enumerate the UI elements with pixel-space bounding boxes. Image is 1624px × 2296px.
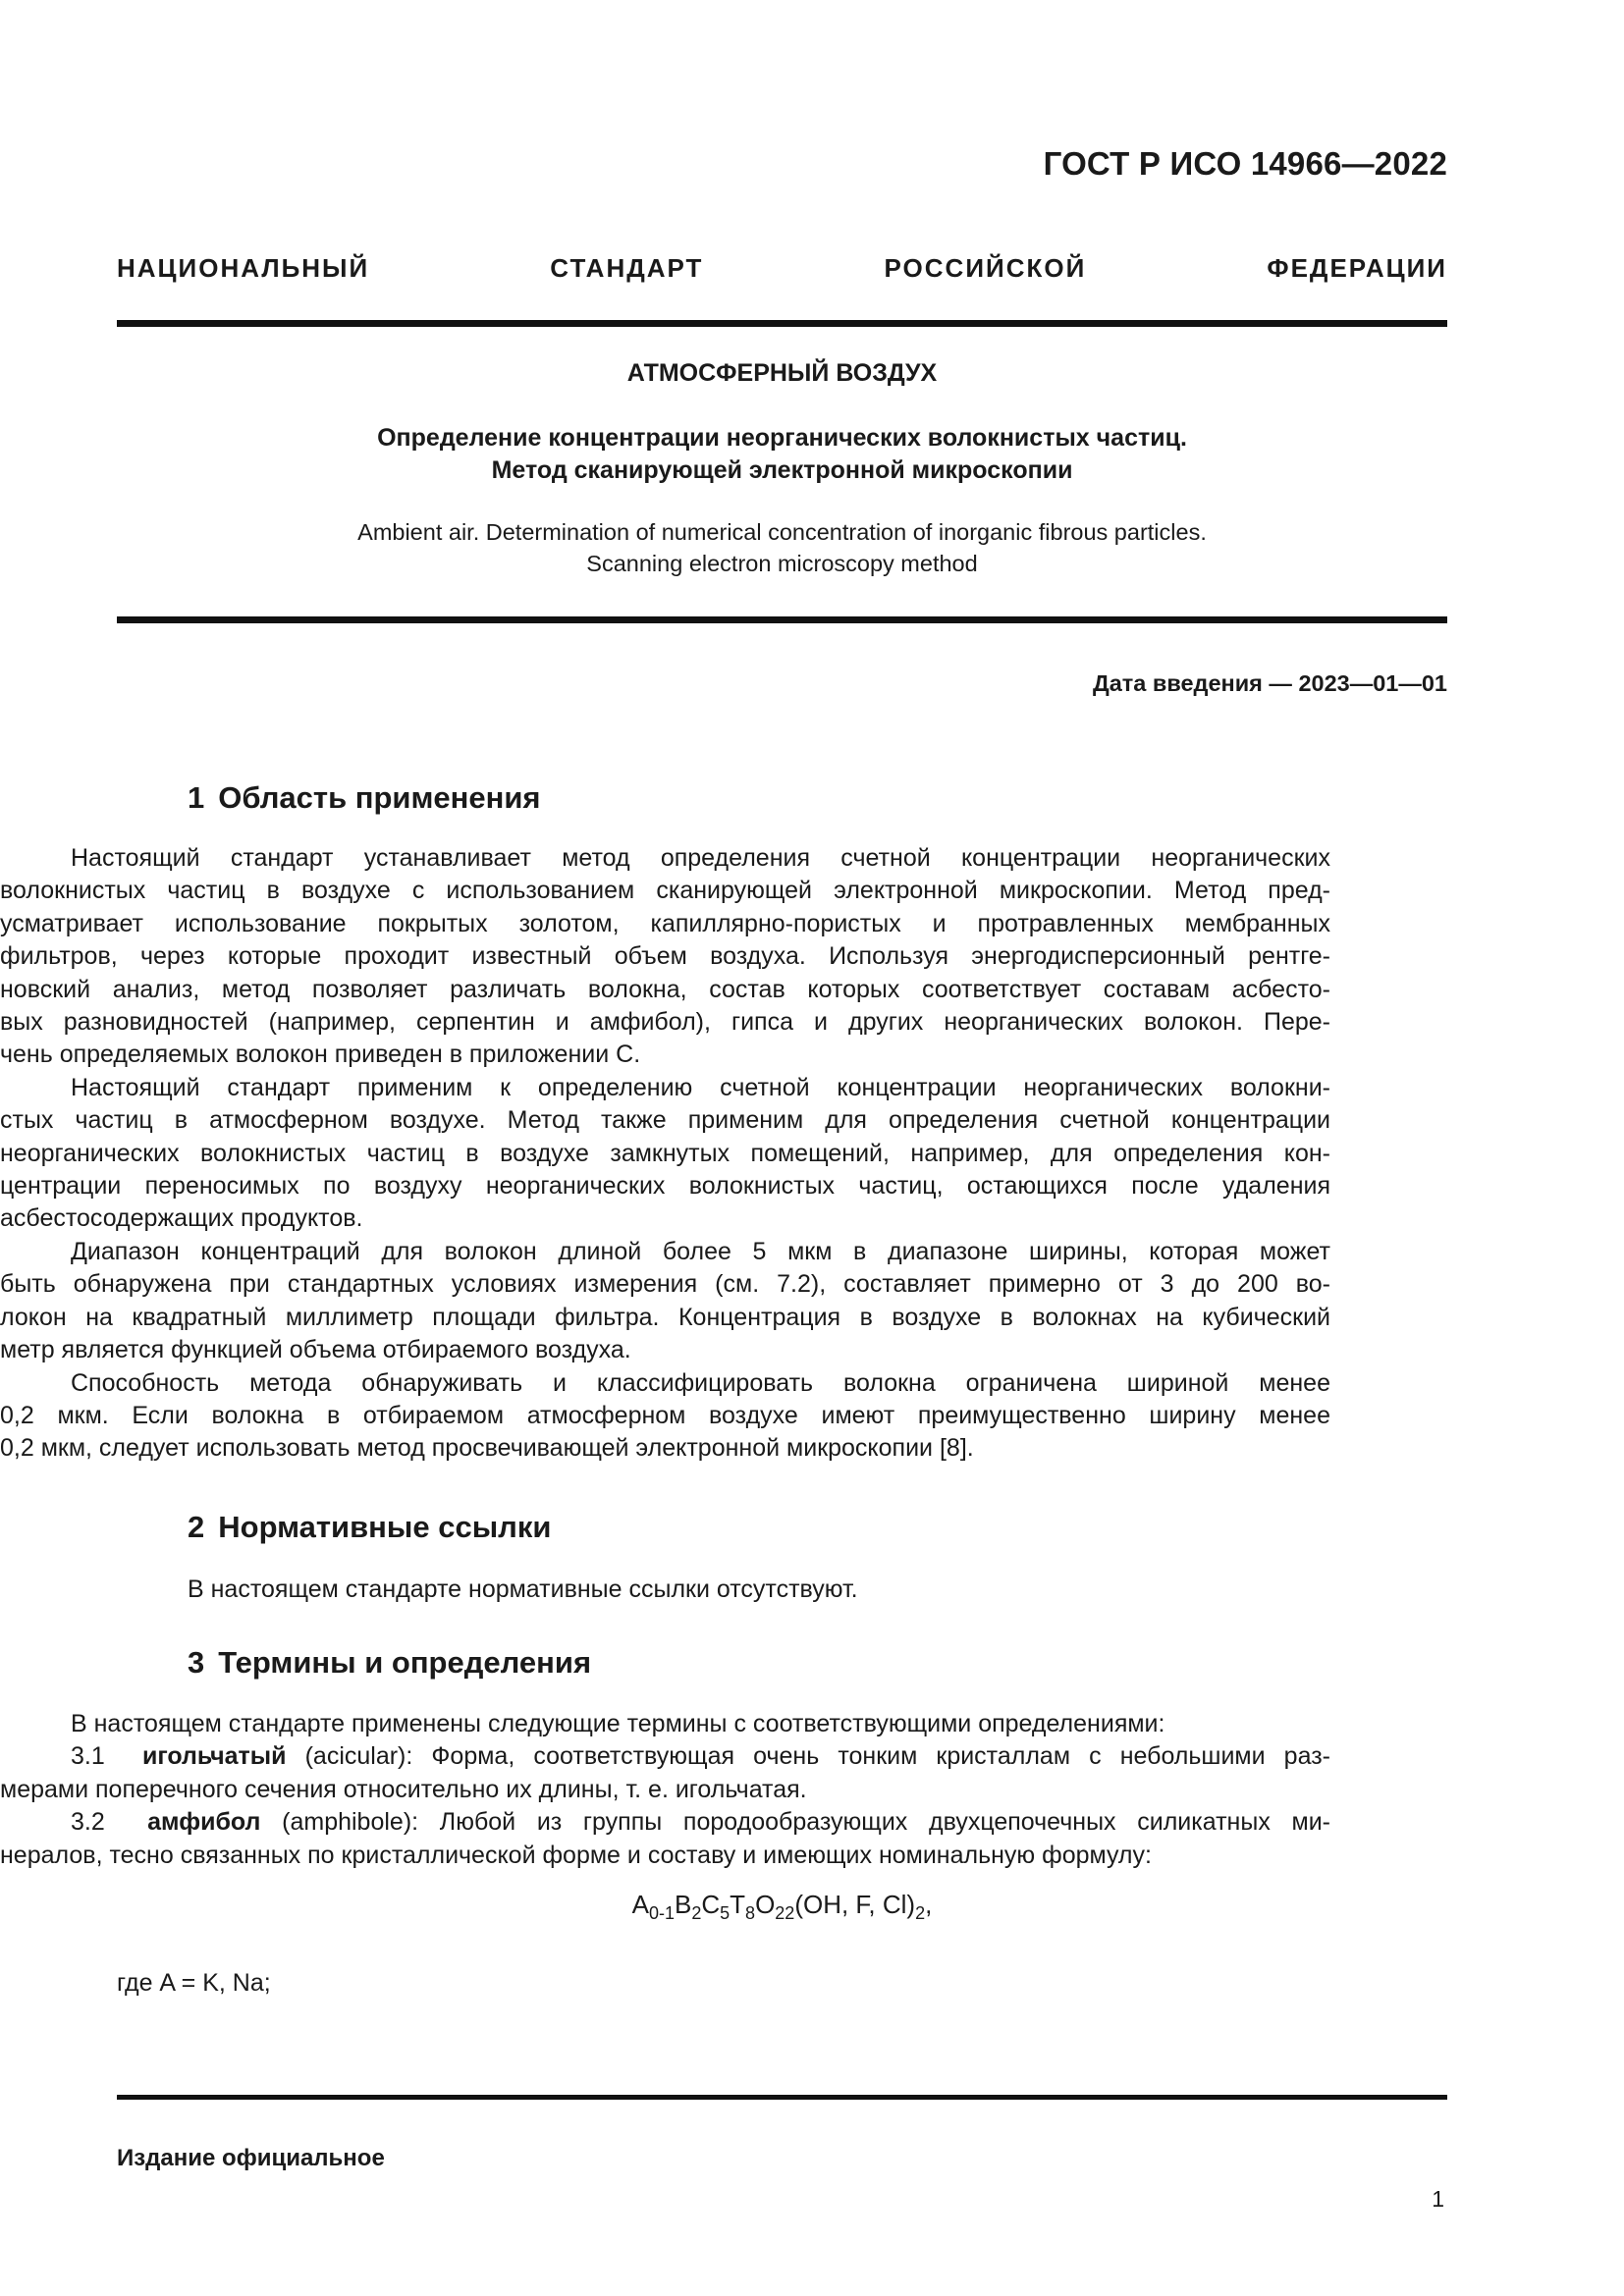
section-title: Термины и определения (218, 1645, 592, 1680)
text-line: стых частиц в атмосферном воздухе. Метод также применим для определения счетной концентрации (0, 1106, 1330, 1135)
text-line: усматривает использование покрытых золотом, капиллярно-пористых и протравленных мембранных (0, 909, 1330, 937)
page-number: 1 (1432, 2186, 1444, 2212)
text-line: вых разновидностей (например, серпентин и амфибол), гипса и других неорганических волокон. Пере- (0, 1008, 1330, 1037)
term-definition: (acicular): Форма, соответствующая очень тонким кристаллам с небольшими раз- (286, 1742, 1330, 1771)
section-number: 1 (188, 780, 205, 815)
formula-part: B (675, 1890, 692, 1919)
term-number: 3.1 (71, 1742, 105, 1771)
section-3-body (0, 1708, 1330, 1872)
section-title: Нормативные ссылки (218, 1510, 552, 1544)
document-subtitle (117, 422, 1447, 487)
text-line: мерами поперечного сечения относительно их длины, т. е. игольчатая. (0, 1775, 807, 1803)
formula-subscript: 0-1 (648, 1903, 675, 1923)
text-line: Настоящий стандарт применим к определению счетной концентрации неорганических волокни- (71, 1073, 1330, 1101)
standard-code: ГОСТ Р ИСО 14966—2022 (1043, 145, 1447, 182)
section-3-heading (188, 1645, 591, 1681)
formula-subscript: 5 (720, 1903, 731, 1923)
term-3-1 (0, 1740, 1330, 1773)
text-line: центрации переносимых по воздуху неорганических волокнистых частиц, остающихся после удаления (0, 1172, 1330, 1201)
term-definition: (amphibole): Любой из группы породообразующих двухцепочечных силикатных ми- (260, 1808, 1330, 1837)
english-title-line: Scanning electron microscopy method (586, 551, 978, 576)
text-line: 0,2 мкм, следует использовать метод просвечивающей электронной микроскопии [8]. (0, 1434, 974, 1463)
subtitle-line: Метод сканирующей электронной микроскопии (491, 456, 1073, 484)
introduction-date: Дата введения — 2023—01—01 (1092, 670, 1447, 696)
text-line: асбестосодержащих продуктов. (0, 1204, 363, 1233)
text-line: нералов, тесно связанных по кристаллической форме и составу и имеющих номинальную формулу: (0, 1841, 1152, 1869)
text-line: локон на квадратный миллиметр площади фильтра. Концентрация в воздухе в волокнах на кубический (0, 1303, 1330, 1331)
formula-part: T (730, 1890, 746, 1919)
section-1-heading (188, 780, 541, 816)
section-title: Область применения (218, 780, 541, 815)
formula-part: C (701, 1890, 721, 1919)
text-line: новский анализ, метод позволяет различать волокна, состав которых соответствует составам асбесто- (0, 975, 1330, 1003)
term-3-2 (0, 1806, 1330, 1839)
text-line: 0,2 мкм. Если волокна в отбираемом атмосферном воздухе имеют преимущественно ширину менее (0, 1401, 1330, 1429)
formula-part: A (631, 1890, 649, 1919)
formula-part: , (925, 1890, 933, 1919)
term-name: амфибол (147, 1808, 261, 1837)
formula-where: где A = K, Na; (117, 1969, 271, 1997)
text-line: В настоящем стандарте применены следующие термины с соответствующими определениями: (71, 1710, 1165, 1737)
text-line: Настоящий стандарт устанавливает метод определения счетной концентрации неорганических (71, 844, 1330, 872)
section-number: 2 (188, 1510, 205, 1544)
term-name: игольчатый (141, 1742, 287, 1771)
document-title: АТМОСФЕРНЫЙ ВОЗДУХ (626, 359, 938, 387)
official-edition-label: Издание официальное (117, 2145, 385, 2171)
formula-subscript: 22 (775, 1903, 795, 1923)
formula-subscript: 2 (691, 1903, 702, 1923)
section-2-paragraph: В настоящем стандарте нормативные ссылки отсутствуют. (188, 1575, 858, 1603)
formula-part: O (755, 1890, 776, 1919)
text-line: волокнистых частиц в воздухе с использованием сканирующей электронной микроскопии. Метод пред- (0, 877, 1330, 905)
english-title (117, 516, 1447, 579)
formula-subscript: 8 (745, 1903, 756, 1923)
top-divider (117, 320, 1447, 327)
section-number: 3 (188, 1645, 205, 1680)
text-line: Диапазон концентраций для волокон длиной более 5 мкм в диапазоне ширины, которая может (71, 1237, 1330, 1265)
formula-subscript: 2 (915, 1903, 926, 1923)
title-divider (117, 616, 1447, 623)
text-line: метр является функцией объема отбираемого воздуха. (0, 1336, 631, 1364)
english-title-line: Ambient air. Determination of numerical concentration of inorganic fibrous particles. (357, 519, 1207, 545)
text-line: неорганических волокнистых частиц в воздухе замкнутых помещений, например, для определения кон- (0, 1139, 1330, 1167)
text-line: Способность метода обнаруживать и классифицировать волокна ограничена шириной менее (71, 1368, 1330, 1397)
term-number: 3.2 (71, 1808, 105, 1837)
section-1-paragraph-1 (0, 842, 1330, 1466)
text-line: чень определяемых волокон приведен в приложении С. (0, 1041, 641, 1069)
national-standard-banner: НАЦИОНАЛЬНЫЙ СТАНДАРТ РОССИЙСКОЙ ФЕДЕРАЦИИ (117, 253, 1447, 283)
footer-divider (117, 2095, 1447, 2100)
amphibole-formula (117, 1890, 1447, 1924)
subtitle-line: Определение концентрации неорганических волокнистых частиц. (377, 424, 1187, 452)
formula-part: (OH, F, Cl) (794, 1890, 916, 1919)
text-line: фильтров, через которые проходит известный объем воздуха. Используя энергодисперсионный рентге- (0, 942, 1330, 971)
section-2-heading (188, 1510, 551, 1545)
text-line: быть обнаружена при стандартных условиях измерения (см. 7.2), составляет примерно от 3 до 200 во- (0, 1270, 1330, 1299)
